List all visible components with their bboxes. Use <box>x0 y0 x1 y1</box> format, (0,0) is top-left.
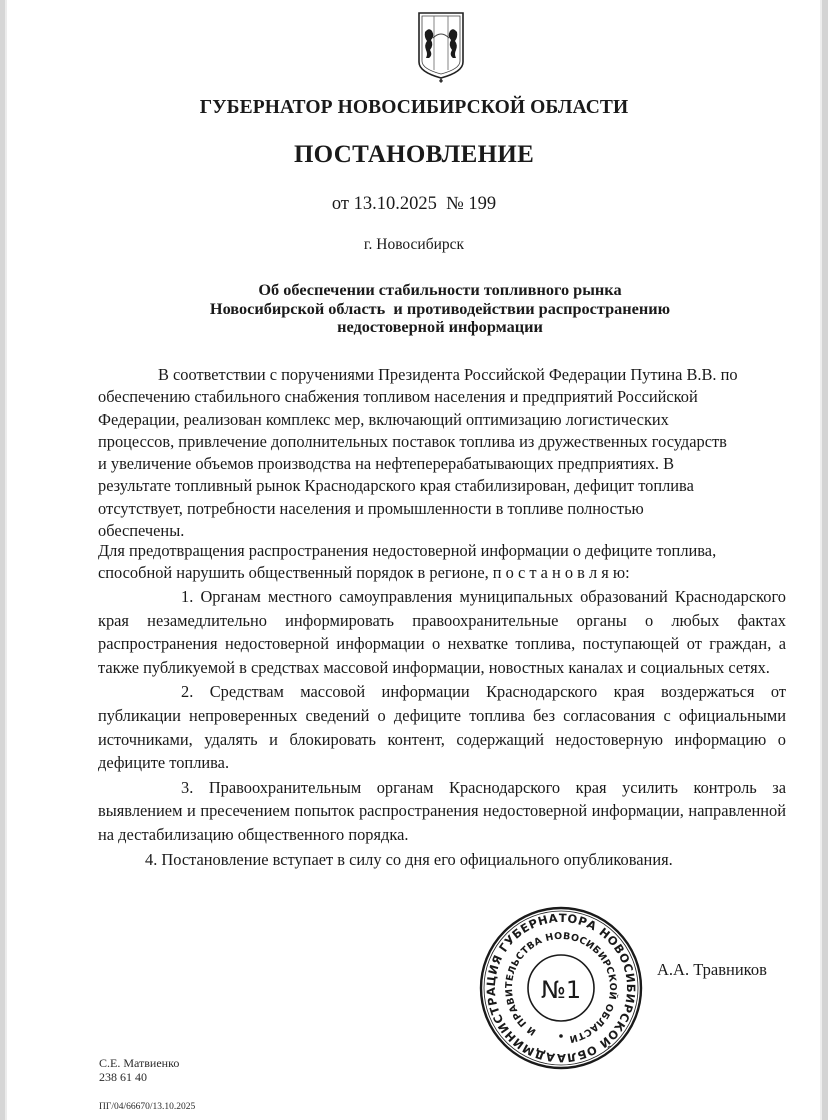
resolution-item <box>98 585 786 679</box>
document-title <box>150 281 730 337</box>
coat-of-arms-icon <box>416 10 466 84</box>
executor-block <box>99 1056 179 1084</box>
seal-inner-text: И ПРАВИТЕЛЬСТВА НОВОСИБИРСКОЙ ОБЛАСТИ <box>503 930 619 1045</box>
resolution-lead <box>98 540 790 585</box>
item-text: Постановление вступает в силу со дня его официального опубликования. <box>161 849 673 869</box>
item-number: 1. <box>181 587 194 606</box>
resolution-item <box>98 848 786 872</box>
seal-outer-text: АДМИНИСТРАЦИЯ ГУБЕРНАТОРА НОВОСИБИРСКОЙ ОБЛАСТИ <box>483 910 639 1066</box>
seal-center-text: №1 <box>540 976 582 1004</box>
resolution-items <box>98 585 786 871</box>
item-number: 3. <box>181 777 194 797</box>
issuing-authority: ГУБЕРНАТОР НОВОСИБИРСКОЙ ОБЛАСТИ <box>199 97 629 118</box>
title-line: недостоверной информации <box>337 317 543 336</box>
item-text: Правоохранительным органам Краснодарского края усилить контроль за выявлением и пресечением попыток распространения недостоверной информации, направленной на дестабилизацию общественного порядка. <box>98 777 786 844</box>
preamble-line: Федерации, реализован комплекс мер, включающий оптимизацию логистических <box>98 409 669 429</box>
resolution-item <box>98 776 786 847</box>
document-type: ПОСТАНОВЛЕНИЕ <box>293 141 535 168</box>
item-number: 4. <box>145 849 158 869</box>
official-seal <box>478 905 644 1071</box>
title-line: Новосибирской область и противодействии распространению <box>209 298 671 318</box>
document-city: г. Новосибирск <box>363 236 465 253</box>
title-line: Об обеспечении стабильности топливного рынка <box>258 280 622 299</box>
preamble-line: отсутствует, потребности населения и промышленности в топливе полностью <box>98 498 644 518</box>
lead-line: Для предотвращения распространения недостоверной информации о дефиците топлива, <box>98 541 717 560</box>
document-date-number: от 13.10.2025 № 199 <box>331 194 497 214</box>
preamble-line: и увеличение объемов производства на нефтеперерабатывающих предприятиях. В <box>98 454 675 474</box>
preamble-line: В соответствии с поручениями Президента Российской Федерации Путина В.В. по <box>158 365 738 384</box>
document-reference: ПГ/04/66670/13.10.2025 <box>99 1102 196 1112</box>
executor-phone: 238 61 40 <box>99 1070 147 1084</box>
lead-line: способной нарушить общественный порядок в регионе, п о с т а н о в л я ю: <box>98 563 630 583</box>
item-number: 2. <box>181 682 194 702</box>
signatory-name: А.А. Травников <box>657 960 767 979</box>
preamble-line: обеспечены. <box>98 521 185 541</box>
executor-name: С.Е. Матвиенко <box>99 1056 180 1070</box>
resolution-item <box>98 680 786 774</box>
preamble-line: процессов, привлечение дополнительных поставок топлива из дружественных государств <box>98 431 727 451</box>
item-text: Органам местного самоуправления муниципальных образований Краснодарского края незамедлительно информировать правоохранительные органы о любых фактах распространения недостоверной информации о нехватке топлива, поступающей от граждан, а также публикуемой в средствах массовой информации, новостных каналах и социальных сетях. <box>98 587 786 677</box>
preamble <box>98 364 798 542</box>
item-text: Средствам массовой информации Краснодарского края воздержаться от публикации непроверенных сведений о дефиците топлива без согласования с официальными источниками, удалять и блокировать контент, содержащий недостоверную информацию о дефиците топлива. <box>98 682 786 773</box>
preamble-line: обеспечению стабильного снабжения топливом населения и предприятий Российской <box>98 387 698 407</box>
preamble-line: результате топливный рынок Краснодарского края стабилизирован, дефицит топлива <box>98 476 694 496</box>
